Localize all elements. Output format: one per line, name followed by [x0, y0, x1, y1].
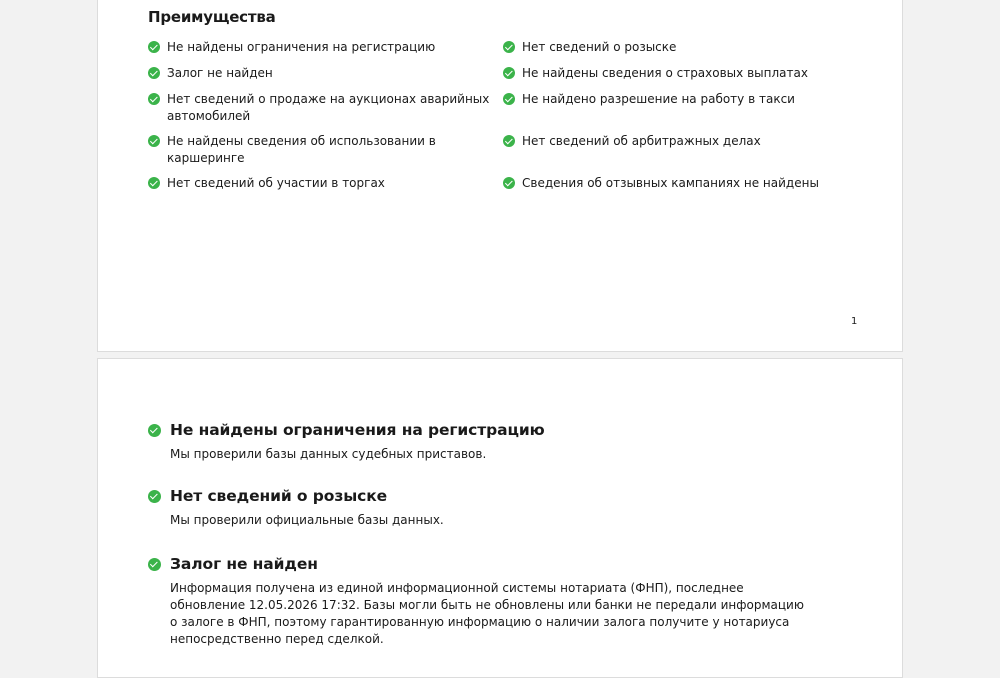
check-icon	[503, 177, 515, 189]
section-heading	[148, 419, 808, 441]
section-heading	[148, 485, 808, 507]
detail-section	[148, 553, 808, 648]
advantage-label: Нет сведений о продаже на аукционах аварийных автомобилей	[167, 92, 490, 123]
check-icon	[148, 41, 160, 53]
check-icon	[503, 93, 515, 105]
advantage-item	[503, 133, 848, 150]
section-description: Мы проверили официальные базы данных.	[170, 513, 444, 527]
advantage-item	[148, 133, 448, 167]
section-title: Не найдены ограничения на регистрацию	[170, 421, 545, 439]
advantage-label: Не найдено разрешение на работу в такси	[522, 92, 795, 106]
section-heading	[148, 553, 808, 575]
advantage-item	[503, 175, 848, 192]
advantage-label: Залог не найден	[167, 66, 273, 80]
advantage-item	[503, 91, 848, 108]
advantage-label: Сведения об отзывных кампаниях не найдены	[522, 176, 819, 190]
section-title: Залог не найден	[170, 555, 318, 573]
report-page-2	[97, 358, 903, 678]
page-number: 1	[851, 316, 858, 327]
advantage-label: Не найдены ограничения на регистрацию	[167, 40, 436, 54]
check-icon	[148, 67, 160, 79]
check-icon	[503, 135, 515, 147]
check-icon	[148, 490, 161, 503]
advantage-item	[503, 65, 848, 82]
section-description: Информация получена из единой информационной системы нотариата (ФНП), последнее обновление 12.05.2026 17:32. Базы могли быть не обновлены или банки не передали информацию о залоге в ФНП, поэтому гарантированную информацию о наличии залога получите у нотариуса непосредственно перед сделкой.	[170, 581, 804, 646]
advantage-item	[148, 65, 493, 82]
advantages-title: Преимущества	[148, 8, 276, 26]
advantage-item	[148, 39, 493, 56]
check-icon	[148, 558, 161, 571]
check-icon	[148, 135, 160, 147]
advantage-label: Нет сведений об арбитражных делах	[522, 134, 761, 148]
advantage-item	[148, 175, 493, 192]
advantage-label: Не найдены сведения о страховых выплатах	[522, 66, 808, 80]
advantage-label: Нет сведений об участии в торгах	[167, 176, 385, 190]
advantage-label: Не найдены сведения об использовании в каршеринге	[167, 134, 436, 165]
section-title: Нет сведений о розыске	[170, 487, 388, 505]
report-page-1	[97, 0, 903, 352]
check-icon	[503, 41, 515, 53]
check-icon	[148, 93, 160, 105]
check-icon	[148, 424, 161, 437]
advantage-item	[503, 39, 848, 56]
advantage-item	[148, 91, 493, 125]
check-icon	[148, 177, 160, 189]
advantage-label: Нет сведений о розыске	[522, 40, 677, 54]
check-icon	[503, 67, 515, 79]
section-description: Мы проверили базы данных судебных приставов.	[170, 447, 487, 461]
detail-section	[148, 419, 808, 463]
detail-section	[148, 485, 808, 529]
